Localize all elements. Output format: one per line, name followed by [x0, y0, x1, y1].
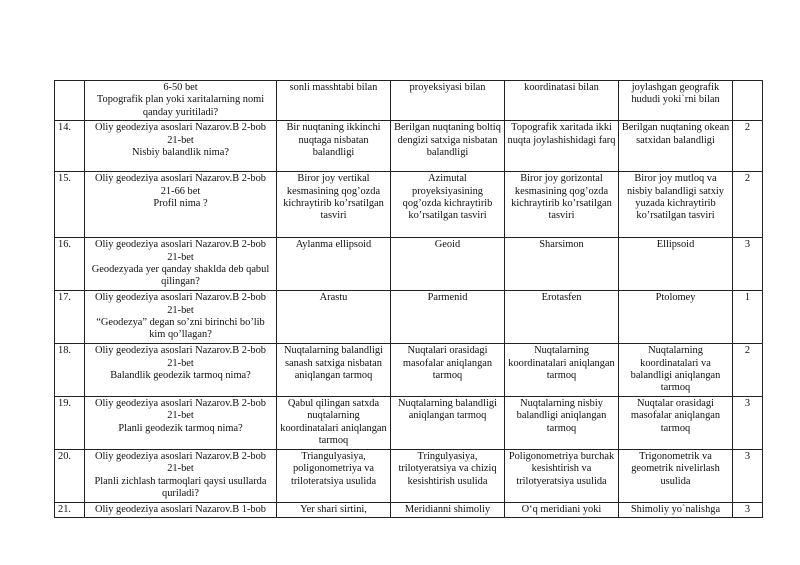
question-number: 20. [55, 449, 85, 502]
table-row [55, 449, 763, 502]
correct-answer: 3 [733, 449, 763, 502]
question-line: 21-bet [167, 463, 194, 475]
question-line: Geodezyada yer qanday shaklda deb qabul qilingan? [91, 264, 270, 288]
correct-answer: 2 [733, 344, 763, 397]
option-c: Sharsimon [505, 238, 619, 291]
question-cell [85, 502, 277, 517]
question-line: Oliy geodeziya asoslari Nazarov.B 2-bob [94, 345, 266, 357]
question-number [55, 81, 85, 121]
question-cell [85, 172, 277, 238]
correct-answer [733, 81, 763, 121]
option-a: Biror joy vertikal kesmasining qog’ozda kichraytirib ko’rsatilgan tasviri [277, 172, 391, 238]
option-a: Nuqtalarning balandligi sanash satxiga nisbatan aniqlangan tarmoq [277, 344, 391, 397]
question-line: 21-66 bet [160, 185, 201, 197]
option-c: Nuqtalarning nisbiy balandligi aniqlangan tarmoq [505, 396, 619, 449]
option-a: Aylanma ellipsoid [277, 238, 391, 291]
option-c: Nuqtalarning koordinatalari aniqlangan tarmoq [505, 344, 619, 397]
option-d: Berilgan nuqtaning okean satxidan balandligi [619, 121, 733, 172]
table-row [55, 121, 763, 172]
option-b: Nuqtalarning balandligi aniqlangan tarmoq [391, 396, 505, 449]
option-a: Qabul qilingan satxda nuqtalarning koordinatalari aniqlangan tarmoq [277, 396, 391, 449]
question-number: 14. [55, 121, 85, 172]
question-line: Balandlik geodezik tarmoq nima? [110, 370, 251, 382]
option-a: Triangulyasiya, poligonometriya va triloteratsiya usulida [277, 449, 391, 502]
correct-answer: 2 [733, 121, 763, 172]
question-number: 15. [55, 172, 85, 238]
table-row [55, 238, 763, 291]
question-line: Profil nima ? [153, 198, 208, 210]
question-cell [85, 121, 277, 172]
correct-answer: 2 [733, 172, 763, 238]
option-d: Shimoliy yo`nalishga [619, 502, 733, 517]
option-c: Biror joy gorizontal kesmasining qog’ozda kichraytirib ko’rsatilgan tasviri [505, 172, 619, 238]
question-number: 19. [55, 396, 85, 449]
question-line: Oliy geodeziya asoslari Nazarov.B 2-bob [94, 122, 266, 134]
table-row [55, 291, 763, 344]
option-a: Bir nuqtaning ikkinchi nuqtaga nisbatan balandligi [277, 121, 391, 172]
option-b: Azimutal proyeksiyasining qog’ozda kichraytirib ko’rsatilgan tasviri [391, 172, 505, 238]
question-number: 16. [55, 238, 85, 291]
option-d: Biror joy mutloq va nisbiy balandligi satxiy yuzada kichraytirib ko’rsatilgan tasviri [619, 172, 733, 238]
question-cell [85, 291, 277, 344]
question-number: 18. [55, 344, 85, 397]
option-d: Nuqtalar orasidagi masofalar aniqlangan tarmoq [619, 396, 733, 449]
option-a: Arastu [277, 291, 391, 344]
question-line: 6-50 bet [163, 82, 198, 93]
option-d: Ptolomey [619, 291, 733, 344]
correct-answer: 3 [733, 502, 763, 517]
question-cell [85, 449, 277, 502]
question-line: Oliy geodeziya asoslari Nazarov.B 2-bob [94, 397, 266, 409]
question-cell [85, 396, 277, 449]
table-row [55, 344, 763, 397]
option-b: Nuqtalari orasidagi masofalar aniqlangan tarmoq [391, 344, 505, 397]
question-number: 17. [55, 291, 85, 344]
question-line: Oliy geodeziya asoslari Nazarov.B 2-bob [94, 173, 266, 185]
question-line: Oliy geodeziya asoslari Nazarov.B 2-bob [94, 292, 266, 304]
option-a: sonli masshtabi bilan [277, 81, 391, 121]
question-line: 21-bet [167, 357, 194, 369]
question-line: Oliy geodeziya asoslari Nazarov.B 1-bob [94, 503, 266, 515]
question-line: Planli zichlash tarmoqlari qaysi usullarda quriladi? [94, 475, 267, 500]
option-c: Poligonometriya burchak kesishtirish va trilotyeratsiya usulida [505, 449, 619, 502]
question-number: 21. [55, 502, 85, 517]
question-line: 21-bet [167, 251, 194, 263]
question-line: Oliy geodeziya asoslari Nazarov.B 2-bob [94, 450, 266, 462]
option-d: joylashgan geografik hududi yoki`rni bilan [619, 81, 733, 121]
correct-answer: 3 [733, 238, 763, 291]
table-row [55, 502, 763, 517]
option-b: Berilgan nuqtaning boltiq dengizi satxiga nisbatan balandligi [391, 121, 505, 172]
option-c: Erotasfen [505, 291, 619, 344]
question-line: Oliy geodeziya asoslari Nazarov.B 2-bob [94, 239, 266, 251]
question-line: “Geodezya” degan so’zni birinchi bo’lib kim qo’llagan? [96, 317, 265, 341]
correct-answer: 1 [733, 291, 763, 344]
option-c: O‘q meridiani yoki [505, 502, 619, 517]
option-b: Parmenid [391, 291, 505, 344]
table-row [55, 396, 763, 449]
table-row [55, 172, 763, 238]
question-line: Nisbiy balandlik nima? [132, 147, 229, 159]
questions-table [54, 80, 763, 518]
option-b: Meridianni shimoliy [391, 502, 505, 517]
question-cell [85, 238, 277, 291]
question-line: Planli geodezik tarmoq nima? [118, 422, 243, 434]
option-b: Geoid [391, 238, 505, 291]
option-d: Trigonometrik va geometrik nivelirlash usulida [619, 449, 733, 502]
question-line: Topografik plan yoki xaritalarning nomi qanday yuritiladi? [96, 94, 265, 118]
option-d: Nuqtalarning koordinatalari va balandligi aniqlangan tarmoq [619, 344, 733, 397]
question-line: 21-bet [167, 410, 194, 422]
option-b: proyeksiyasi bilan [391, 81, 505, 121]
correct-answer: 3 [733, 396, 763, 449]
question-cell [85, 81, 277, 121]
question-line: 21-bet [167, 304, 194, 316]
question-cell [85, 344, 277, 397]
question-line: 21-bet [167, 134, 194, 146]
option-a: Yer shari sirtini, [277, 502, 391, 517]
option-c: Topografik xaritada ikki nuqta joylashishidagi farq [505, 121, 619, 172]
option-d: Ellipsoid [619, 238, 733, 291]
table-row [55, 81, 763, 121]
option-c: koordinatasi bilan [505, 81, 619, 121]
option-b: Tringulyasiya, trilotyeratsiya va chiziq kesishtirish usulida [391, 449, 505, 502]
